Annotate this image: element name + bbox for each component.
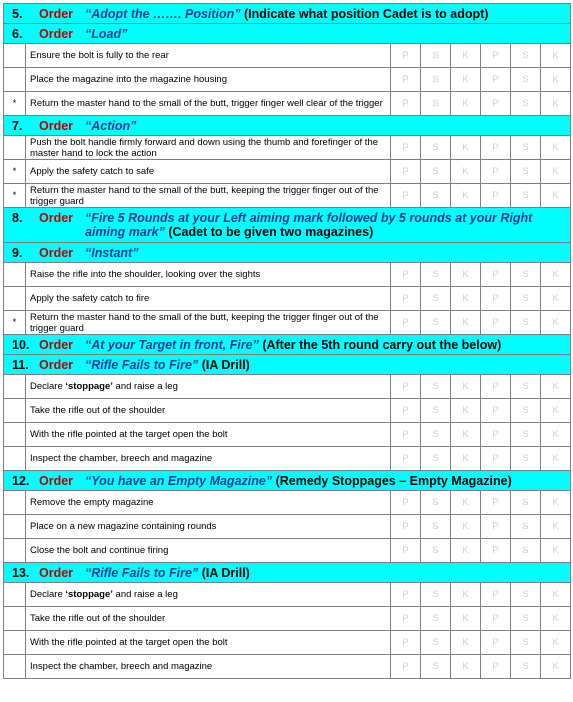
psk-checkbox-cell[interactable]: P — [481, 423, 511, 447]
step-text: Return the master hand to the small of the butt, keeping the trigger finger out of the trigger guard — [30, 184, 379, 207]
order-header-row — [4, 471, 571, 491]
step-text: Place on a new magazine containing rounds — [30, 521, 217, 532]
order-number: 5. — [12, 6, 23, 21]
step-row — [4, 287, 571, 311]
order-header — [12, 474, 570, 488]
psk-checkbox-cell[interactable]: S — [421, 160, 451, 184]
psk-checkbox-cell[interactable]: K — [541, 423, 571, 447]
order-note: (After the 5th round carry out the below) — [258, 337, 502, 352]
order-header-row — [4, 243, 571, 263]
order-header-row — [4, 24, 571, 44]
psk-checkbox-cell[interactable]: S — [421, 491, 451, 515]
psk-checkbox-cell[interactable]: P — [391, 447, 421, 471]
order-quote: “At your Target in front, Fire” — [85, 337, 259, 352]
step-mark — [4, 631, 26, 655]
psk-checkbox-cell[interactable]: K — [451, 68, 481, 92]
psk-checkbox-cell[interactable]: K — [541, 655, 571, 679]
step-description — [26, 287, 391, 311]
drill-checklist-table — [3, 3, 571, 679]
order-note: (IA Drill) — [198, 357, 250, 372]
order-word: Order — [39, 337, 74, 352]
step-description — [26, 399, 391, 423]
step-mark — [4, 136, 26, 160]
psk-checkbox-cell[interactable]: P — [481, 375, 511, 399]
order-header — [12, 7, 570, 21]
order-quote: “You have an Empty Magazine” — [85, 473, 273, 488]
step-text: Close the bolt and continue firing — [30, 545, 169, 556]
psk-checkbox-cell[interactable]: P — [481, 655, 511, 679]
step-mark — [4, 539, 26, 563]
order-command — [85, 358, 570, 372]
psk-checkbox-cell[interactable]: S — [511, 92, 541, 116]
order-quote: “Instant” — [85, 245, 139, 260]
psk-checkbox-cell[interactable]: K — [541, 539, 571, 563]
order-note: (Remedy Stoppages – Empty Magazine) — [272, 473, 512, 488]
psk-checkbox-cell[interactable]: K — [541, 491, 571, 515]
step-description — [26, 423, 391, 447]
psk-checkbox-cell[interactable]: K — [541, 447, 571, 471]
step-mark — [4, 655, 26, 679]
step-text: Ensure the bolt is fully to the rear — [30, 50, 169, 61]
psk-checkbox-cell[interactable]: S — [421, 399, 451, 423]
psk-checkbox-cell[interactable]: S — [511, 136, 541, 160]
psk-checkbox-cell[interactable]: K — [451, 515, 481, 539]
step-row — [4, 539, 571, 563]
order-word: Order — [39, 565, 74, 580]
step-row — [4, 491, 571, 515]
order-note: (Indicate what position Cadet is to adopt) — [240, 6, 489, 21]
psk-checkbox-cell[interactable]: S — [511, 447, 541, 471]
psk-checkbox-cell[interactable]: S — [421, 655, 451, 679]
psk-checkbox-cell[interactable]: P — [391, 184, 421, 208]
order-header — [12, 27, 570, 41]
psk-checkbox-cell[interactable]: P — [391, 160, 421, 184]
step-text: Inspect the chamber, breech and magazine — [30, 661, 213, 672]
order-header-cell — [4, 355, 571, 375]
step-text: With the rifle pointed at the target open the bolt — [30, 637, 228, 648]
step-mark — [4, 44, 26, 68]
psk-checkbox-cell[interactable]: P — [481, 399, 511, 423]
order-command — [85, 474, 570, 488]
psk-checkbox-cell[interactable]: K — [541, 184, 571, 208]
step-description — [26, 491, 391, 515]
step-description — [26, 539, 391, 563]
step-mark — [4, 447, 26, 471]
order-number: 9. — [12, 245, 23, 260]
order-number: 12. — [12, 473, 30, 488]
psk-checkbox-cell[interactable]: S — [511, 184, 541, 208]
psk-checkbox-cell[interactable]: S — [421, 44, 451, 68]
step-mark: * — [4, 184, 26, 208]
order-command — [85, 7, 570, 21]
step-description — [26, 44, 391, 68]
psk-checkbox-cell[interactable]: K — [541, 311, 571, 335]
step-row — [4, 447, 571, 471]
psk-checkbox-cell[interactable]: S — [511, 631, 541, 655]
step-description — [26, 583, 391, 607]
psk-checkbox-cell[interactable]: S — [421, 92, 451, 116]
order-number: 11. — [12, 357, 29, 372]
psk-checkbox-cell[interactable]: S — [511, 539, 541, 563]
order-command — [85, 338, 570, 352]
step-text: Push the bolt handle firmly forward and down using the thumb and forefinger of the master hand to lock the action — [30, 136, 379, 159]
step-row — [4, 423, 571, 447]
order-header-row — [4, 335, 571, 355]
step-text-end: and raise a leg — [112, 589, 178, 600]
order-header-row — [4, 563, 571, 583]
psk-checkbox-cell[interactable]: P — [481, 583, 511, 607]
order-quote: “Load” — [85, 26, 128, 41]
psk-checkbox-cell[interactable]: K — [541, 631, 571, 655]
psk-checkbox-cell[interactable]: P — [391, 607, 421, 631]
psk-checkbox-cell[interactable]: P — [391, 92, 421, 116]
step-description — [26, 136, 391, 160]
psk-checkbox-cell[interactable]: K — [541, 160, 571, 184]
psk-checkbox-cell[interactable]: K — [541, 287, 571, 311]
step-row — [4, 44, 571, 68]
psk-checkbox-cell[interactable]: P — [481, 136, 511, 160]
step-mark — [4, 607, 26, 631]
order-note: (Cadet to be given two magazines) — [164, 225, 374, 239]
order-command — [85, 566, 570, 580]
order-header-cell — [4, 243, 571, 263]
psk-checkbox-cell[interactable]: K — [541, 92, 571, 116]
order-header-cell — [4, 335, 571, 355]
psk-checkbox-cell[interactable]: S — [421, 515, 451, 539]
psk-checkbox-cell[interactable]: S — [511, 607, 541, 631]
step-row — [4, 136, 571, 160]
step-mark: * — [4, 160, 26, 184]
step-description — [26, 607, 391, 631]
psk-checkbox-cell[interactable]: S — [421, 539, 451, 563]
step-mark: * — [4, 92, 26, 116]
psk-checkbox-cell[interactable]: S — [511, 311, 541, 335]
psk-checkbox-cell[interactable]: K — [451, 375, 481, 399]
step-text: Apply the safety catch to fire — [30, 293, 150, 304]
step-mark — [4, 68, 26, 92]
order-command — [85, 27, 570, 41]
psk-checkbox-cell[interactable]: P — [481, 607, 511, 631]
order-word: Order — [39, 118, 74, 133]
psk-checkbox-cell[interactable]: S — [511, 583, 541, 607]
psk-checkbox-cell[interactable]: K — [451, 607, 481, 631]
psk-checkbox-cell[interactable]: S — [421, 287, 451, 311]
step-description — [26, 515, 391, 539]
order-header — [12, 119, 570, 133]
psk-checkbox-cell[interactable]: K — [541, 399, 571, 423]
step-text: Remove the empty magazine — [30, 497, 154, 508]
order-header — [12, 358, 570, 372]
psk-checkbox-cell[interactable]: K — [541, 607, 571, 631]
psk-checkbox-cell[interactable]: S — [421, 447, 451, 471]
psk-checkbox-cell[interactable]: P — [481, 311, 511, 335]
order-word: Order — [39, 473, 74, 488]
step-text: Return the master hand to the small of the butt, trigger finger well clear of the trigger — [30, 98, 383, 109]
step-row — [4, 68, 571, 92]
step-text: Inspect the chamber, breech and magazine — [30, 453, 213, 464]
psk-checkbox-cell[interactable]: P — [391, 539, 421, 563]
psk-checkbox-cell[interactable]: P — [391, 515, 421, 539]
psk-checkbox-cell[interactable]: K — [451, 423, 481, 447]
order-word: Order — [39, 26, 74, 41]
step-description — [26, 92, 391, 116]
psk-checkbox-cell[interactable]: S — [511, 399, 541, 423]
order-number: 8. — [12, 211, 23, 225]
psk-checkbox-cell[interactable]: K — [451, 44, 481, 68]
psk-checkbox-cell[interactable]: K — [541, 583, 571, 607]
psk-checkbox-cell[interactable]: P — [391, 399, 421, 423]
order-quote: “Rifle Fails to Fire” — [85, 565, 199, 580]
step-row — [4, 311, 571, 335]
psk-checkbox-cell[interactable]: P — [481, 263, 511, 287]
order-quote: “Fire 5 Rounds at your Left aiming mark followed by 5 rounds at your Right aiming mark” — [85, 211, 533, 239]
step-row — [4, 515, 571, 539]
order-command — [85, 246, 570, 260]
order-word: Order — [39, 357, 74, 372]
psk-checkbox-cell[interactable]: S — [511, 68, 541, 92]
psk-checkbox-cell[interactable]: S — [421, 184, 451, 208]
psk-checkbox-cell[interactable]: S — [511, 423, 541, 447]
step-text: Apply the safety catch to safe — [30, 166, 155, 177]
step-mark — [4, 423, 26, 447]
psk-checkbox-cell[interactable]: P — [391, 287, 421, 311]
order-header — [12, 246, 570, 260]
psk-checkbox-cell[interactable]: P — [481, 68, 511, 92]
checklist-body — [4, 4, 571, 679]
step-mark — [4, 399, 26, 423]
psk-checkbox-cell[interactable]: P — [391, 68, 421, 92]
order-header-cell — [4, 116, 571, 136]
step-row — [4, 655, 571, 679]
order-number: 7. — [12, 118, 23, 133]
psk-checkbox-cell[interactable]: K — [451, 92, 481, 116]
step-text: Take the rifle out of the shoulder — [30, 613, 166, 624]
psk-checkbox-cell[interactable]: P — [481, 44, 511, 68]
step-row — [4, 607, 571, 631]
psk-checkbox-cell[interactable]: K — [541, 136, 571, 160]
order-word: Order — [39, 245, 74, 260]
order-note: (IA Drill) — [198, 565, 250, 580]
psk-checkbox-cell[interactable]: P — [481, 539, 511, 563]
step-text: Take the rifle out of the shoulder — [30, 405, 166, 416]
order-header-row — [4, 355, 571, 375]
psk-checkbox-cell[interactable]: P — [481, 160, 511, 184]
order-word: Order — [39, 211, 74, 225]
psk-checkbox-cell[interactable]: K — [451, 447, 481, 471]
psk-checkbox-cell[interactable]: S — [511, 44, 541, 68]
psk-checkbox-cell[interactable]: P — [481, 631, 511, 655]
order-header-row — [4, 4, 571, 24]
psk-checkbox-cell[interactable]: S — [421, 263, 451, 287]
psk-checkbox-cell[interactable]: S — [511, 375, 541, 399]
step-row — [4, 375, 571, 399]
psk-checkbox-cell[interactable]: K — [541, 44, 571, 68]
psk-checkbox-cell[interactable]: P — [391, 44, 421, 68]
psk-checkbox-cell[interactable]: P — [391, 583, 421, 607]
step-row — [4, 631, 571, 655]
psk-checkbox-cell[interactable]: K — [451, 160, 481, 184]
psk-checkbox-cell[interactable]: S — [421, 423, 451, 447]
psk-checkbox-cell[interactable]: S — [511, 515, 541, 539]
psk-checkbox-cell[interactable]: S — [421, 136, 451, 160]
psk-checkbox-cell[interactable]: P — [391, 375, 421, 399]
step-mark — [4, 515, 26, 539]
psk-checkbox-cell[interactable]: S — [511, 287, 541, 311]
step-text: Raise the rifle into the shoulder, looking over the sights — [30, 269, 261, 280]
step-description — [26, 263, 391, 287]
psk-checkbox-cell[interactable]: K — [451, 136, 481, 160]
step-text-end: and raise a leg — [112, 381, 178, 392]
psk-checkbox-cell[interactable]: S — [421, 631, 451, 655]
psk-checkbox-cell[interactable]: P — [481, 92, 511, 116]
step-mark — [4, 287, 26, 311]
order-header — [12, 338, 570, 352]
psk-checkbox-cell[interactable]: K — [541, 375, 571, 399]
step-row — [4, 399, 571, 423]
psk-checkbox-cell[interactable]: S — [511, 160, 541, 184]
psk-checkbox-cell[interactable]: P — [391, 655, 421, 679]
psk-checkbox-cell[interactable]: P — [481, 184, 511, 208]
order-header-row — [4, 116, 571, 136]
step-mark — [4, 491, 26, 515]
order-header-cell — [4, 471, 571, 491]
step-mark: * — [4, 311, 26, 335]
psk-checkbox-cell[interactable]: K — [541, 263, 571, 287]
psk-checkbox-cell[interactable]: K — [451, 311, 481, 335]
psk-checkbox-cell[interactable]: S — [421, 607, 451, 631]
order-number: 10. — [12, 337, 30, 352]
step-row — [4, 263, 571, 287]
psk-checkbox-cell[interactable]: K — [451, 399, 481, 423]
order-header — [12, 566, 570, 580]
psk-checkbox-cell[interactable]: P — [391, 423, 421, 447]
psk-checkbox-cell[interactable]: K — [451, 491, 481, 515]
step-text: With the rifle pointed at the target open the bolt — [30, 429, 228, 440]
psk-checkbox-cell[interactable]: P — [481, 447, 511, 471]
order-header-cell — [4, 563, 571, 583]
step-description — [26, 160, 391, 184]
psk-checkbox-cell[interactable]: K — [451, 184, 481, 208]
order-command — [85, 211, 570, 239]
order-quote: “Adopt the ……. Position” — [85, 6, 241, 21]
psk-checkbox-cell[interactable]: K — [451, 263, 481, 287]
step-description — [26, 311, 391, 335]
step-description — [26, 655, 391, 679]
psk-checkbox-cell[interactable]: S — [511, 263, 541, 287]
order-header-cell — [4, 24, 571, 44]
psk-checkbox-cell[interactable]: P — [391, 311, 421, 335]
step-keyword: ‘stoppage’ — [65, 589, 113, 600]
psk-checkbox-cell[interactable]: P — [481, 491, 511, 515]
step-description — [26, 184, 391, 208]
order-header-cell — [4, 4, 571, 24]
step-description — [26, 631, 391, 655]
step-description — [26, 375, 391, 399]
psk-checkbox-cell[interactable]: K — [451, 631, 481, 655]
psk-checkbox-cell[interactable]: K — [541, 68, 571, 92]
psk-checkbox-cell[interactable]: S — [511, 491, 541, 515]
psk-checkbox-cell[interactable]: K — [451, 539, 481, 563]
step-text: Declare — [30, 589, 66, 600]
psk-checkbox-cell[interactable]: K — [451, 583, 481, 607]
psk-checkbox-cell[interactable]: S — [421, 583, 451, 607]
psk-checkbox-cell[interactable]: K — [451, 655, 481, 679]
order-header — [12, 211, 570, 239]
order-header-cell — [4, 208, 571, 243]
psk-checkbox-cell[interactable]: S — [511, 655, 541, 679]
step-description — [26, 447, 391, 471]
order-quote: “Rifle Fails to Fire” — [85, 357, 199, 372]
psk-checkbox-cell[interactable]: P — [391, 136, 421, 160]
step-text: Return the master hand to the small of the butt, keeping the trigger finger out of the trigger guard — [30, 311, 379, 334]
order-number: 13. — [12, 565, 30, 580]
step-text: Place the magazine into the magazine housing — [30, 74, 227, 85]
order-command — [85, 119, 570, 133]
order-number: 6. — [12, 26, 23, 41]
psk-checkbox-cell[interactable]: S — [421, 375, 451, 399]
step-row — [4, 583, 571, 607]
psk-checkbox-cell[interactable]: K — [541, 515, 571, 539]
step-row — [4, 92, 571, 116]
step-row — [4, 160, 571, 184]
order-word: Order — [39, 6, 74, 21]
order-quote: “Action” — [85, 118, 137, 133]
step-keyword: ‘stoppage’ — [65, 381, 113, 392]
psk-checkbox-cell[interactable]: P — [391, 491, 421, 515]
step-mark — [4, 263, 26, 287]
step-description — [26, 68, 391, 92]
step-mark — [4, 375, 26, 399]
order-header-row — [4, 208, 571, 243]
psk-checkbox-cell[interactable]: S — [421, 68, 451, 92]
psk-checkbox-cell[interactable]: P — [481, 515, 511, 539]
psk-checkbox-cell[interactable]: S — [421, 311, 451, 335]
psk-checkbox-cell[interactable]: P — [391, 263, 421, 287]
psk-checkbox-cell[interactable]: P — [481, 287, 511, 311]
step-row — [4, 184, 571, 208]
psk-checkbox-cell[interactable]: K — [451, 287, 481, 311]
step-text: Declare — [30, 381, 66, 392]
psk-checkbox-cell[interactable]: P — [391, 631, 421, 655]
step-mark — [4, 583, 26, 607]
